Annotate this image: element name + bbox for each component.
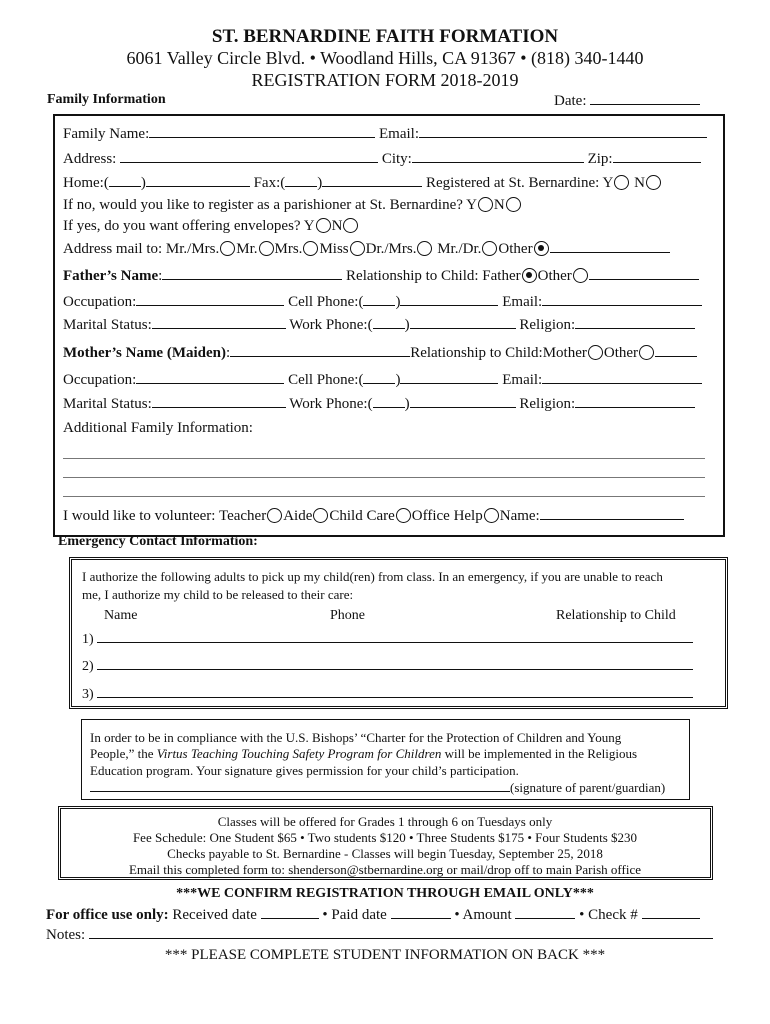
contact-row-2[interactable] [82, 657, 693, 675]
address-label: Address: [63, 151, 117, 167]
father-relationship-label: Relationship to Child: Father [346, 268, 521, 284]
date-field[interactable] [554, 92, 700, 110]
additional-line-2[interactable] [63, 477, 705, 478]
father-occupation-row[interactable] [63, 293, 702, 311]
mail-mr-label: Mr. [236, 241, 258, 257]
mail-mrs-label: Mrs. [274, 241, 303, 257]
home-label: Home:( [63, 175, 109, 191]
zip-label: Zip: [587, 151, 613, 167]
mail-miss-radio[interactable] [350, 241, 365, 256]
if-no-label: If no, would you like to register as a parishioner at St. Bernardine? Y [63, 197, 477, 213]
volunteer-office-label: Office Help [411, 508, 483, 524]
address-mail-row [63, 240, 670, 258]
check-label: • Check # [579, 907, 638, 923]
volunteer-office-radio[interactable] [484, 508, 499, 523]
mother-email-label: Email: [502, 372, 543, 388]
envelopes-no-label: N [331, 218, 343, 234]
office-row[interactable] [46, 906, 700, 924]
home-close: ) [140, 175, 146, 191]
volunteer-childcare-radio[interactable] [396, 508, 411, 523]
registered-no-radio[interactable] [646, 175, 661, 190]
mother-rel-other-label: Other [603, 345, 639, 361]
row-1-num: 1) [82, 632, 94, 647]
family-name-field[interactable] [63, 125, 707, 143]
volunteer-aide-radio[interactable] [313, 508, 328, 523]
authorize-line-2: me, I authorize my child to be released to their care: [82, 587, 354, 602]
signature-field[interactable] [90, 779, 665, 796]
row-2-num: 2) [82, 659, 94, 674]
fax-close: ) [317, 175, 323, 191]
row-3-num: 3) [82, 687, 94, 702]
fax-label: Fax:( [253, 175, 286, 191]
mail-drmrs-label: Dr./Mrs. [365, 241, 417, 257]
mother-relationship-label: Relationship to Child:Mother [410, 345, 587, 361]
father-rel-other-radio[interactable] [573, 268, 588, 283]
father-rel-other-label: Other [537, 268, 572, 284]
mother-colon: : [226, 345, 231, 361]
compliance-l2c: will be implemented in the Religious [441, 746, 638, 761]
col-name: Name [104, 608, 138, 623]
parishioner-no-radio[interactable] [506, 197, 521, 212]
confirm-notice: ***WE CONFIRM REGISTRATION THROUGH EMAIL ONLY*** [176, 886, 594, 901]
if-yes-label: If yes, do you want offering envelopes? Y [63, 218, 315, 234]
virtus-program: Virtus Teaching Touching Safety Program for Children [156, 746, 442, 761]
mail-drmrs-radio[interactable] [417, 241, 432, 256]
mail-mrdr-radio[interactable] [482, 241, 497, 256]
mail-mr-radio[interactable] [259, 241, 274, 256]
additional-line-1[interactable] [63, 458, 705, 459]
mail-miss-label: Miss [319, 241, 349, 257]
compliance-line-1: In order to be in compliance with the U.S. Bishops’ “Charter for the Protection of Children and Young [90, 730, 622, 745]
classes-line-2: Fee Schedule: One Student $65 • Two students $120 • Three Students $175 • Four Students $230 [132, 830, 638, 845]
signature-label: (signature of parent/guardian) [510, 780, 666, 795]
mother-work-label: Work Phone:( [289, 396, 373, 412]
family-info-heading: Family Information [47, 92, 166, 107]
mother-name-label: Mother’s Name (Maiden) [63, 345, 227, 361]
father-cell-close: ) [395, 294, 401, 310]
classes-line-4: Email this completed form to: shenderson@stbernardine.org or mail/drop off to main Parish office [128, 862, 641, 877]
registered-label: Registered at St. Bernardine: Y [426, 175, 614, 191]
email-label: Email: [379, 126, 419, 142]
form-title: REGISTRATION FORM 2018-2019 [251, 70, 519, 90]
compliance-line-2 [90, 746, 637, 762]
mother-occupation-row[interactable] [63, 371, 702, 389]
additional-line-3[interactable] [63, 496, 705, 497]
mother-marital-label: Marital Status: [63, 396, 152, 412]
office-label: For office use only: [46, 907, 169, 923]
org-title: ST. BERNARDINE FAITH FORMATION [211, 26, 559, 47]
mail-mrs-radio[interactable] [303, 241, 318, 256]
mother-cell-close: ) [395, 372, 401, 388]
contact-row-1[interactable] [82, 630, 693, 648]
additional-info-label: Additional Family Information: [63, 420, 253, 436]
mail-mrdr-label: Mr./Dr. [437, 241, 482, 257]
mail-other-label: Other [498, 241, 533, 257]
contact-row-3[interactable] [82, 685, 693, 703]
notes-row[interactable] [46, 926, 713, 944]
volunteer-label: I would like to volunteer: Teacher [63, 508, 267, 524]
register-parishioner-row [63, 197, 522, 214]
address-row[interactable] [63, 150, 701, 168]
org-address: 6061 Valley Circle Blvd. • Woodland Hills, CA 91367 • (818) 340-1440 [126, 48, 644, 68]
mother-marital-row[interactable] [63, 395, 695, 413]
father-occupation-label: Occupation: [63, 294, 137, 310]
mail-to-label: Address mail to: Mr./Mrs. [63, 241, 220, 257]
phone-row[interactable] [63, 174, 662, 192]
authorize-line-1: I authorize the following adults to pick up my child(ren) from class. In an emergency, if you are unable to reach [82, 569, 663, 584]
compliance-l2a: People,” the [90, 746, 157, 761]
father-marital-row[interactable] [63, 316, 695, 334]
notes-label: Notes: [46, 927, 86, 943]
mother-row[interactable] [63, 344, 697, 362]
classes-line-3: Checks payable to St. Bernardine - Classes will begin Tuesday, September 25, 2018 [167, 846, 603, 861]
father-rel-father-radio[interactable] [522, 268, 537, 283]
compliance-line-3: Education program. Your signature gives permission for your child’s participation. [90, 763, 519, 778]
father-work-label: Work Phone:( [289, 317, 373, 333]
mother-cell-label: Cell Phone:( [288, 372, 364, 388]
mail-other-radio[interactable] [534, 241, 549, 256]
footer-note: *** PLEASE COMPLETE STUDENT INFORMATION ON BACK *** [164, 947, 606, 963]
father-work-close: ) [404, 317, 410, 333]
volunteer-row [63, 507, 684, 525]
classes-line-1: Classes will be offered for Grades 1 through 6 on Tuesdays only [217, 814, 553, 829]
volunteer-aide-label: Aide [283, 508, 313, 524]
col-phone: Phone [330, 608, 365, 623]
mother-occupation-label: Occupation: [63, 372, 137, 388]
volunteer-teacher-radio[interactable] [267, 508, 282, 523]
parishioner-yes-radio[interactable] [478, 197, 493, 212]
father-row[interactable] [63, 267, 699, 285]
volunteer-name-label: Name: [499, 508, 540, 524]
amount-label: • Amount [454, 907, 512, 923]
father-religion-label: Religion: [519, 317, 576, 333]
paid-label: • Paid date [322, 907, 387, 923]
father-colon: : [158, 268, 163, 284]
mail-mrmrs-radio[interactable] [220, 241, 235, 256]
date-label: Date: [554, 93, 587, 109]
envelopes-yes-radio[interactable] [316, 218, 331, 233]
emergency-heading: Emergency Contact Information: [58, 534, 258, 549]
registered-yes-radio[interactable] [614, 175, 629, 190]
envelopes-no-radio[interactable] [343, 218, 358, 233]
mother-religion-label: Religion: [519, 396, 576, 412]
mother-work-close: ) [404, 396, 410, 412]
registered-no-label: N [634, 175, 645, 191]
city-label: City: [381, 151, 412, 167]
mother-rel-other-radio[interactable] [639, 345, 654, 360]
mother-rel-mother-radio[interactable] [588, 345, 603, 360]
received-label: Received date [172, 907, 257, 923]
father-email-label: Email: [502, 294, 543, 310]
parishioner-no-label: N [493, 197, 505, 213]
father-name-label: Father’s Name [63, 268, 159, 284]
col-relationship: Relationship to Child [556, 608, 676, 623]
father-cell-label: Cell Phone:( [288, 294, 364, 310]
volunteer-childcare-label: Child Care [329, 508, 395, 524]
envelopes-row [63, 218, 359, 235]
family-name-label: Family Name: [63, 126, 150, 142]
father-marital-label: Marital Status: [63, 317, 152, 333]
